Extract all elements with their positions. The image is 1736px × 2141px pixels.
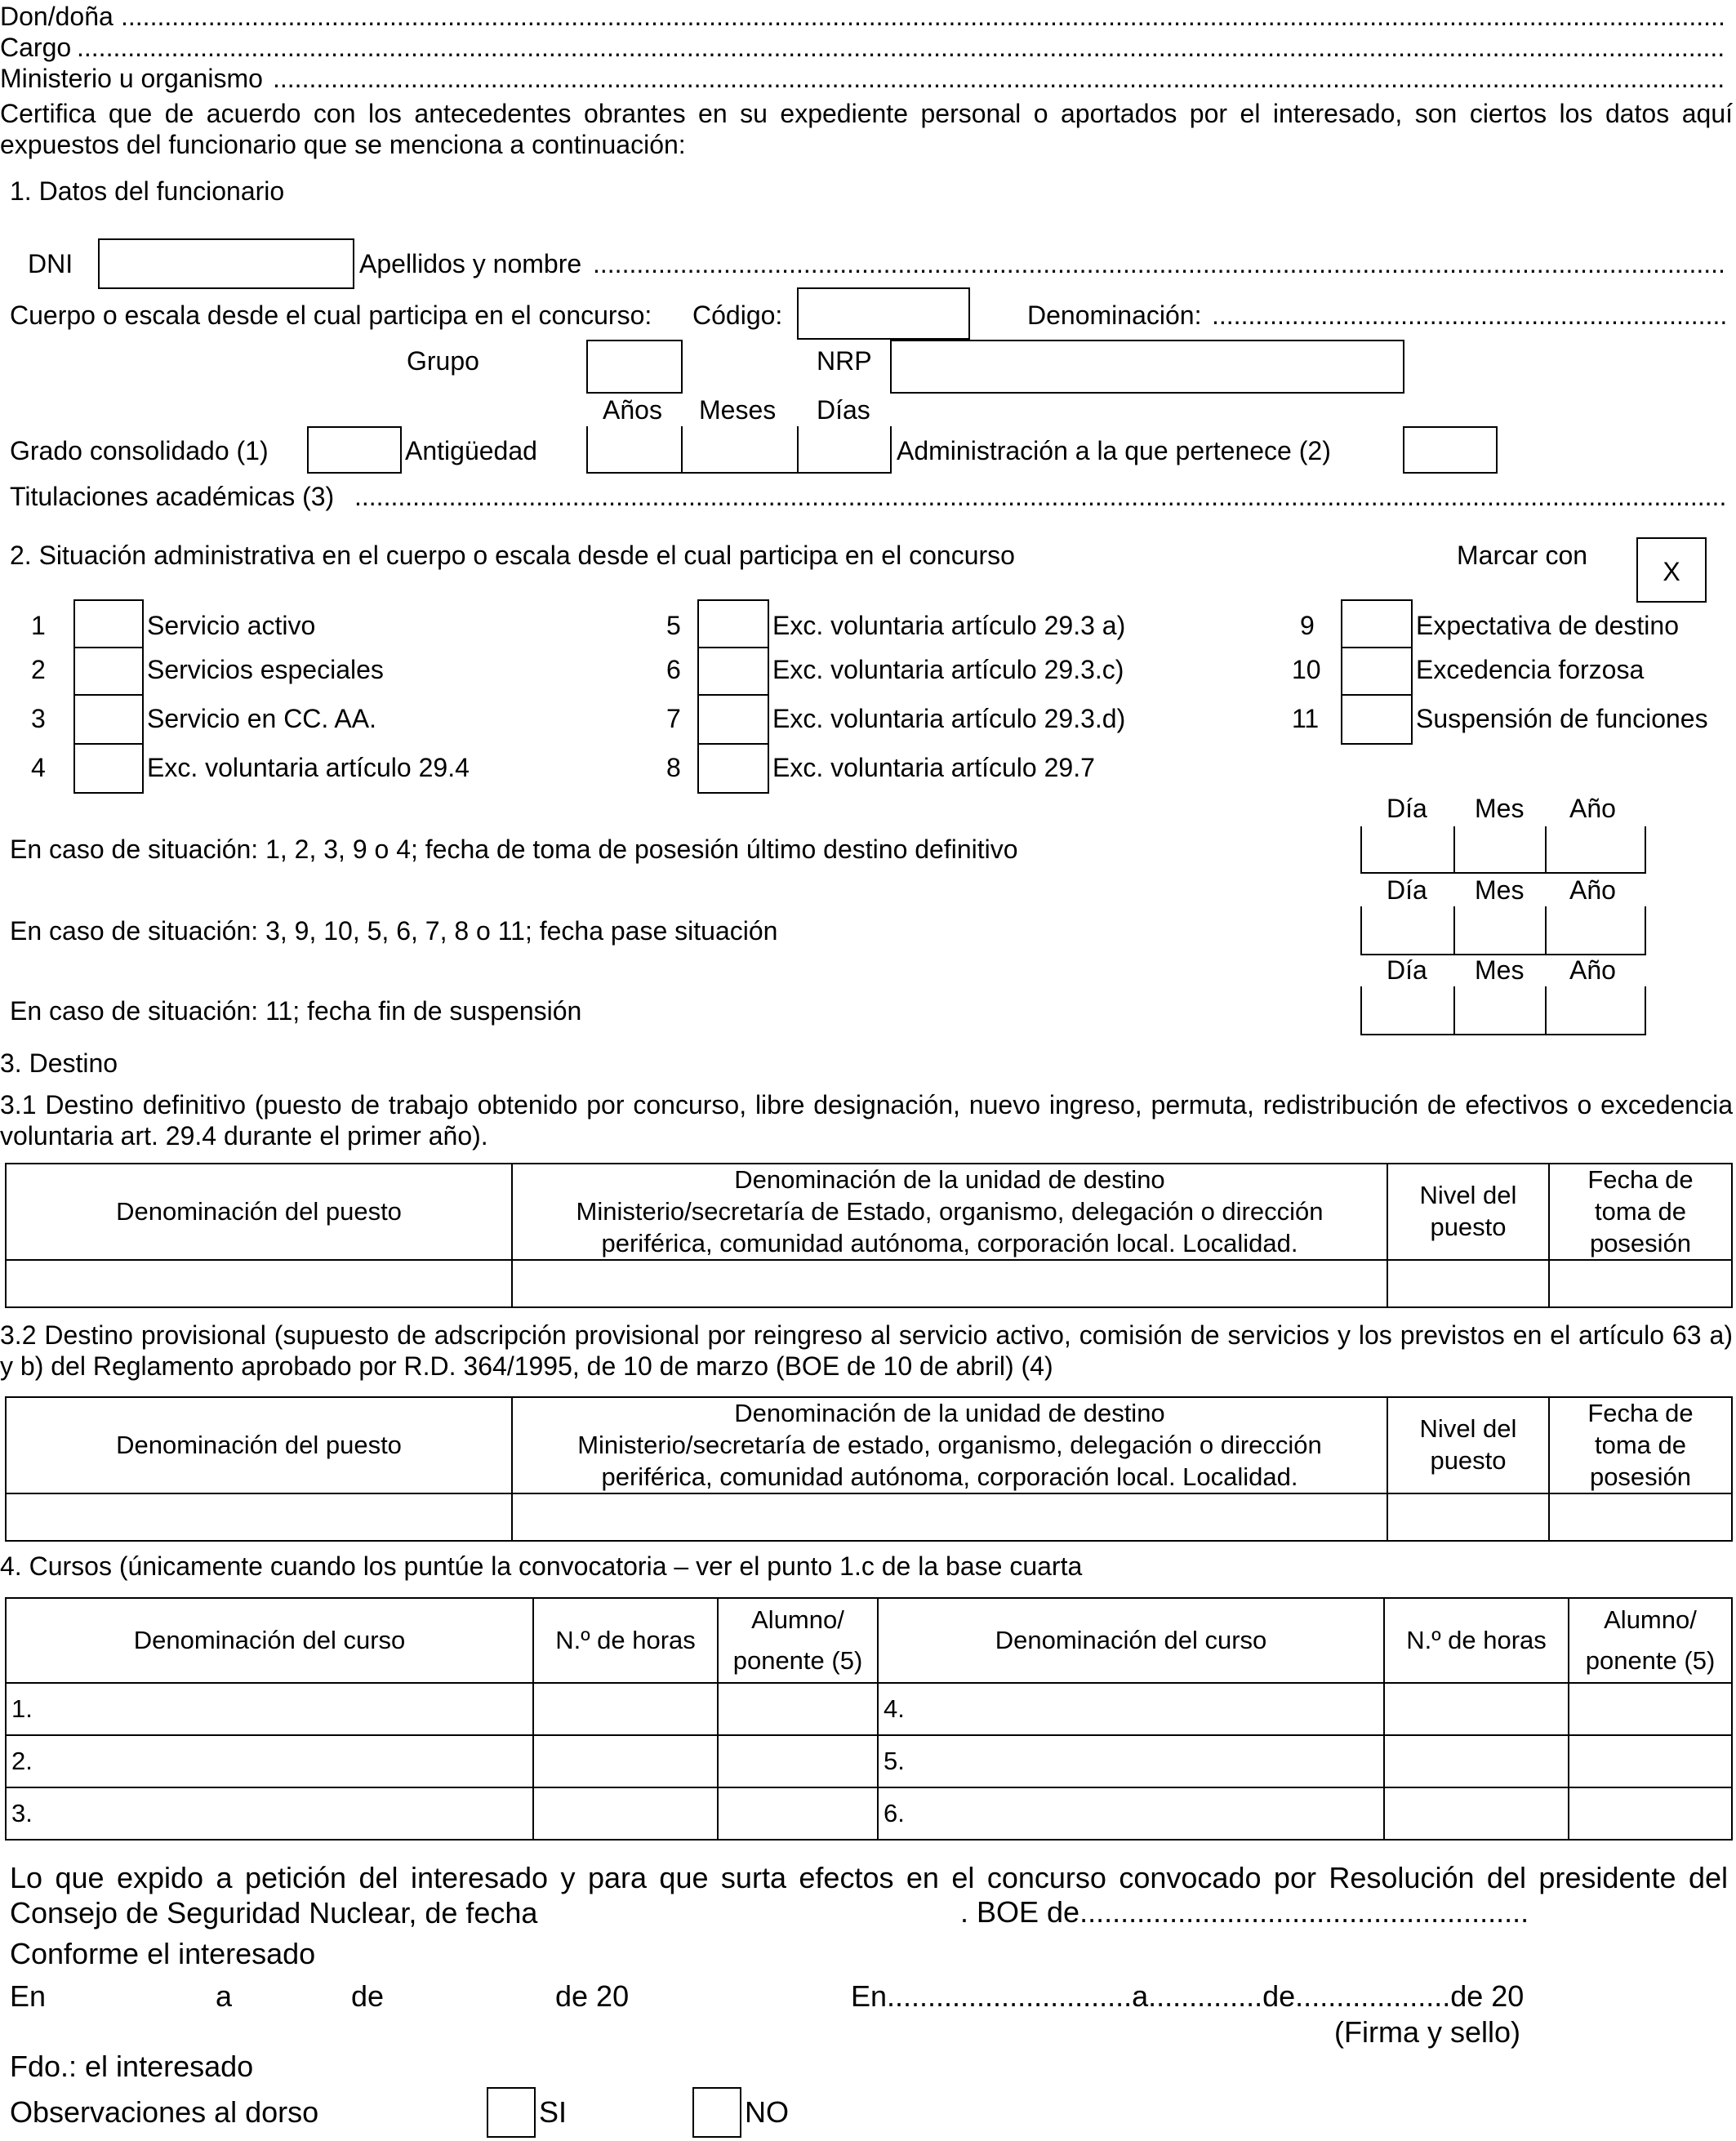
boe-text: . BOE de....................................................... [960, 1895, 1529, 1929]
table1-cell-unidad[interactable] [512, 1260, 1387, 1307]
option-2-checkbox[interactable] [73, 647, 144, 696]
option-4-checkbox[interactable] [73, 743, 144, 794]
curso-row-5-alumno[interactable] [1569, 1735, 1732, 1787]
section3-title: 3. Destino [0, 1048, 118, 1078]
curso-row-6-alumno[interactable] [1569, 1787, 1732, 1840]
option-5-label: Exc. voluntaria artículo 29.3 a) [772, 611, 1126, 640]
grupo-box[interactable] [586, 340, 683, 394]
administracion-label: Administración a la que pertenece (2) [897, 436, 1331, 465]
fecha1-ano-label: Año [1569, 794, 1616, 823]
option-4-label: Exc. voluntaria artículo 29.4 [147, 753, 470, 782]
de-20-label: de 20 [555, 1979, 630, 2013]
table2-header-unidad [512, 1397, 1387, 1493]
curso-row-5-horas[interactable] [1384, 1735, 1569, 1787]
dni-box[interactable] [98, 238, 354, 289]
option-10-num: 10 [1292, 655, 1321, 684]
cursos-header-alumno-right-line1: Alumno/ [1604, 1605, 1697, 1635]
cargo-label: Cargo [0, 33, 72, 62]
fecha2-ano-label: Año [1569, 875, 1616, 905]
option-10-checkbox[interactable] [1341, 647, 1413, 696]
table2-cell-puesto[interactable] [6, 1493, 512, 1541]
option-6-label: Exc. voluntaria artículo 29.3.c) [772, 655, 1124, 684]
fecha2-dia-box[interactable] [1360, 906, 1455, 955]
denominacion-label: Denominación: [1027, 300, 1202, 330]
codigo-label: Código: [692, 300, 783, 330]
table2-header-puesto: Denominación del puesto [6, 1397, 512, 1493]
table2-cell-fecha[interactable] [1549, 1493, 1732, 1541]
curso-row-3-alumno[interactable] [718, 1787, 878, 1840]
grado-box[interactable] [307, 426, 402, 474]
curso-row-2-alumno[interactable] [718, 1735, 878, 1787]
grado-label: Grado consolidado (1) [10, 436, 269, 465]
codigo-box[interactable] [797, 287, 970, 340]
fecha1-label: En caso de situación: 1, 2, 3, 9 o 4; fecha de toma de posesión último destino definitivo [10, 835, 1018, 864]
table1-cell-nivel[interactable] [1387, 1260, 1549, 1307]
option-7-label: Exc. voluntaria artículo 29.3.d) [772, 704, 1126, 733]
a-label: a [216, 1979, 233, 2013]
option-4-num: 4 [31, 753, 46, 782]
fecha1-dia-label: Día [1387, 794, 1427, 823]
titulaciones-field[interactable] [354, 482, 1726, 512]
section2-title: 2. Situación administrativa en el cuerpo o escala desde el cual participa en el concurso [10, 541, 1015, 570]
curso-row-4-horas[interactable] [1384, 1683, 1569, 1735]
dni-label: DNI [28, 249, 73, 278]
table1-header-nivel-line1: Nivel del [1419, 1181, 1517, 1210]
option-9-checkbox[interactable] [1341, 599, 1413, 648]
curso-row-4[interactable]: 4. [878, 1683, 1384, 1735]
no-checkbox[interactable] [692, 2087, 741, 2138]
table2-header-unidad-line2: Ministerio/secretaría de estado, organismo, delegación o dirección [577, 1430, 1322, 1459]
ministerio-label: Ministerio u organismo [0, 64, 263, 93]
curso-row-2[interactable]: 2. [6, 1735, 533, 1787]
cursos-table [5, 1597, 1733, 1841]
fdo-label: Fdo.: el interesado [10, 2050, 254, 2083]
table1-header-nivel-line2: puesto [1430, 1213, 1507, 1242]
fecha2-mes-box[interactable] [1453, 906, 1547, 955]
option-5-checkbox[interactable] [697, 599, 769, 648]
cursos-header-alumno-left [718, 1598, 878, 1683]
denominacion-field[interactable] [1212, 300, 1726, 331]
dias-label: Días [817, 395, 870, 425]
fecha2-mes-label: Mes [1475, 875, 1525, 905]
fecha1-ano-box[interactable] [1545, 826, 1646, 874]
curso-row-1-horas[interactable] [533, 1683, 718, 1735]
fecha3-dia-label: Día [1387, 955, 1427, 985]
grupo-label: Grupo [407, 346, 479, 376]
table1-header-fecha [1549, 1164, 1732, 1260]
table1-header-unidad-line1: Denominación de la unidad de destino [734, 1165, 1165, 1194]
option-3-checkbox[interactable] [73, 694, 144, 745]
table1-header-unidad [512, 1164, 1387, 1260]
option-2-label: Servicios especiales [147, 655, 384, 684]
cursos-header-alumno-right-line2: ponente (5) [1585, 1646, 1716, 1675]
table1-header-unidad-line2: Ministerio/secretaría de Estado, organismo, delegación o dirección [576, 1196, 1324, 1226]
expido-text: Lo que expido a petición del interesado y para que surta efectos en el concurso convocado por Resolución del presidente del Consejo de Seguridad Nuclear, de fecha [10, 1861, 1728, 1930]
cursos-header-den-right: Denominación del curso [878, 1598, 1384, 1683]
si-label: SI [539, 2095, 568, 2129]
curso-row-4-alumno[interactable] [1569, 1683, 1732, 1735]
cursos-header-alumno-left-line1: Alumno/ [751, 1605, 844, 1635]
fecha2-ano-box[interactable] [1545, 906, 1646, 955]
cursos-header-horas-right: N.º de horas [1384, 1598, 1569, 1683]
cargo-field[interactable] [77, 33, 1726, 63]
option-8-checkbox[interactable] [697, 743, 769, 794]
don-field[interactable] [121, 2, 1726, 32]
cursos-header-alumno-left-line2: ponente (5) [732, 1646, 863, 1675]
table1-header-fecha-line1: Fecha de [1587, 1165, 1694, 1194]
option-9-num: 9 [1300, 611, 1315, 640]
certifica-text: Certifica que de acuerdo con los antecedentes obrantes en su expediente personal o aportados por el interesado, son ciertos los datos aquí expuestos del funcionario que se menciona a continuación: [0, 99, 1733, 160]
table1-header-unidad-line3: periférica, comunidad autónoma, corporación local. Localidad. [601, 1228, 1298, 1257]
option-11-label: Suspensión de funciones [1416, 704, 1708, 733]
curso-row-3[interactable]: 3. [6, 1787, 533, 1840]
option-8-label: Exc. voluntaria artículo 29.7 [772, 753, 1095, 782]
option-11-num: 11 [1292, 704, 1320, 733]
apellidos-field[interactable] [593, 249, 1726, 279]
option-7-checkbox[interactable] [697, 694, 769, 745]
meses-label: Meses [699, 395, 777, 425]
table1-cell-fecha[interactable] [1549, 1260, 1732, 1307]
firma-sello-label: (Firma y sello) [1334, 2015, 1521, 2049]
option-1-checkbox[interactable] [73, 599, 144, 648]
table1-header-puesto: Denominación del puesto [6, 1164, 512, 1260]
fecha3-ano-box[interactable] [1545, 986, 1646, 1035]
table1-header-fecha-line2: toma de [1594, 1196, 1686, 1226]
destino-provisional-text: 3.2 Destino provisional (supuesto de adscripción provisional por reingreso al servicio activo, comisión de servicios y los previstos en el artículo 63 a) y b) del Reglamento aprobado por R.D. 364/1995, de 10 de marzo (BOE de 10 de abril) (4) [0, 1320, 1733, 1382]
curso-row-2-horas[interactable] [533, 1735, 718, 1787]
table2-header-fecha-line1: Fecha de [1587, 1399, 1694, 1427]
conforme-label: Conforme el interesado [10, 1937, 316, 1970]
ministerio-field[interactable] [273, 64, 1726, 94]
curso-row-6-horas[interactable] [1384, 1787, 1569, 1840]
table1-header-fecha-line3: posesión [1589, 1228, 1692, 1257]
table1-cell-puesto[interactable] [6, 1260, 512, 1307]
option-11-checkbox[interactable] [1341, 694, 1413, 745]
administracion-box[interactable] [1403, 426, 1498, 474]
nrp-label: NRP [817, 346, 872, 376]
option-5-num: 5 [666, 611, 681, 640]
fecha1-mes-box[interactable] [1453, 826, 1547, 874]
option-10-label: Excedencia forzosa [1416, 655, 1645, 684]
curso-row-5[interactable]: 5. [878, 1735, 1384, 1787]
fecha3-mes-label: Mes [1475, 955, 1525, 985]
apellidos-label: Apellidos y nombre [359, 249, 582, 278]
cursos-header-horas-left: N.º de horas [533, 1598, 718, 1683]
table2-header-nivel-line2: puesto [1430, 1446, 1507, 1476]
option-2-num: 2 [31, 655, 46, 684]
fecha1-dia-box[interactable] [1360, 826, 1455, 874]
don-label: Don/doña [0, 2, 114, 31]
meses-box[interactable] [681, 426, 799, 474]
destino-definitivo-table [5, 1163, 1733, 1308]
titulaciones-label: Titulaciones académicas (3) [10, 482, 335, 511]
antiguedad-label: Antigüedad [405, 436, 537, 465]
no-label: NO [745, 2095, 789, 2129]
anos-box[interactable] [586, 426, 683, 474]
destino-provisional-table [5, 1396, 1733, 1542]
cursos-header-alumno-right [1569, 1598, 1732, 1683]
section1-title: 1. Datos del funcionario [10, 176, 285, 206]
curso-row-3-horas[interactable] [533, 1787, 718, 1840]
fecha3-ano-label: Año [1569, 955, 1616, 985]
table2-cell-nivel[interactable] [1387, 1493, 1549, 1541]
lugar-fecha-firma: En..............................a..............de...................de 20 [851, 1979, 1525, 2013]
anos-label: Años [603, 395, 662, 425]
table2-header-nivel [1387, 1397, 1549, 1493]
option-8-num: 8 [666, 753, 681, 782]
marcar-label: Marcar con [1457, 541, 1588, 570]
fecha2-label: En caso de situación: 3, 9, 10, 5, 6, 7, 8 o 11; fecha pase situación [10, 916, 778, 946]
option-3-label: Servicio en CC. AA. [147, 704, 376, 733]
fecha3-dia-box[interactable] [1360, 986, 1455, 1035]
table1-header-nivel [1387, 1164, 1549, 1260]
curso-row-1-alumno[interactable] [718, 1683, 878, 1735]
table2-header-unidad-line1: Denominación de la unidad de destino [734, 1399, 1165, 1427]
table2-cell-unidad[interactable] [512, 1493, 1387, 1541]
dias-box[interactable] [797, 426, 892, 474]
curso-row-6[interactable]: 6. [878, 1787, 1384, 1840]
option-1-label: Servicio activo [147, 611, 316, 640]
table2-header-fecha-line3: posesión [1589, 1462, 1692, 1491]
option-1-num: 1 [31, 611, 46, 640]
de-label: de [351, 1979, 385, 2013]
option-3-num: 3 [31, 704, 46, 733]
option-6-checkbox[interactable] [697, 647, 769, 696]
si-checkbox[interactable] [487, 2087, 536, 2138]
cuerpo-label: Cuerpo o escala desde el cual participa en el concurso: [10, 300, 652, 330]
table2-header-fecha-line2: toma de [1594, 1430, 1686, 1459]
fecha3-mes-box[interactable] [1453, 986, 1547, 1035]
option-9-label: Expectativa de destino [1416, 611, 1679, 640]
destino-definitivo-text: 3.1 Destino definitivo (puesto de trabajo obtenido por concurso, libre designación, nuevo ingreso, permuta, redistribución de efectivos o excedencia voluntaria art. 29.4 durante el primer año). [0, 1090, 1733, 1151]
fecha3-label: En caso de situación: 11; fecha fin de suspensión [10, 996, 582, 1026]
table2-header-nivel-line1: Nivel del [1419, 1414, 1517, 1444]
option-7-num: 7 [666, 704, 681, 733]
curso-row-1[interactable]: 1. [6, 1683, 533, 1735]
en-label: En [10, 1979, 47, 2013]
option-6-num: 6 [666, 655, 681, 684]
table2-header-unidad-line3: periférica, comunidad autónoma, corporación local. Localidad. [601, 1462, 1298, 1491]
table2-header-fecha [1549, 1397, 1732, 1493]
nrp-box[interactable] [890, 340, 1404, 394]
observaciones-label: Observaciones al dorso [10, 2095, 319, 2129]
fecha1-mes-label: Mes [1475, 794, 1525, 823]
section4-title: 4. Cursos (únicamente cuando los puntúe la convocatoria – ver el punto 1.c de la base cuarta [0, 1551, 1083, 1581]
marcar-x-box: X [1636, 537, 1707, 603]
cursos-header-den-left: Denominación del curso [6, 1598, 533, 1683]
fecha2-dia-label: Día [1387, 875, 1427, 905]
